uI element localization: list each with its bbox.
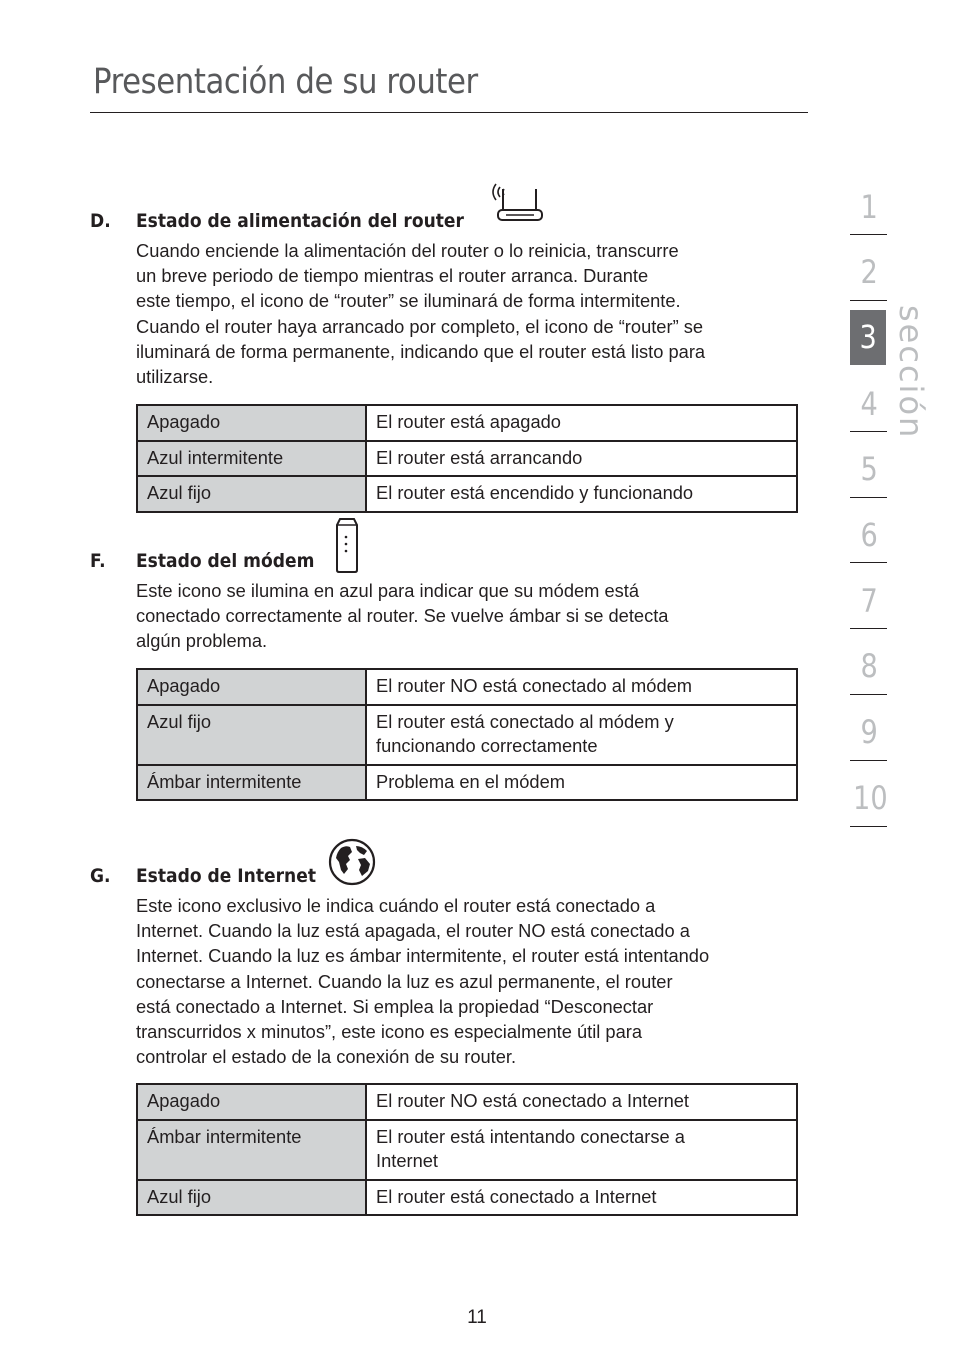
internet-status-table — [136, 1083, 798, 1216]
section-letter: F. — [90, 550, 106, 572]
state-cell: Azul intermitente — [137, 441, 366, 477]
nav-divider — [850, 300, 887, 301]
nav-divider — [850, 431, 887, 432]
table-row — [137, 405, 797, 441]
router-icon — [486, 178, 548, 230]
state-cell: Apagado — [137, 1084, 366, 1120]
description-cell: El router está conectado al módem y funcionando correctamente — [366, 705, 797, 765]
state-cell: Ámbar intermitente — [137, 765, 366, 801]
table-row — [137, 476, 797, 512]
nav-section-7[interactable]: 7 — [860, 582, 878, 620]
section-body — [136, 238, 800, 389]
globe-icon — [328, 838, 376, 886]
body-line: utilizarse. — [136, 366, 214, 388]
nav-section-5[interactable]: 5 — [860, 450, 878, 488]
description-cell: Problema en el módem — [366, 765, 797, 801]
table-row — [137, 1180, 797, 1216]
section-router-power — [90, 210, 800, 389]
section-heading — [90, 210, 800, 238]
title-divider — [90, 112, 808, 113]
description-cell: El router NO está conectado al módem — [366, 669, 797, 705]
body-line: Este icono se ilumina en azul para indicar que su módem está — [136, 580, 640, 601]
nav-section-10[interactable]: 10 — [853, 779, 888, 817]
state-cell: Azul fijo — [137, 1180, 366, 1216]
table-row — [137, 1084, 797, 1120]
body-line: está conectado a Internet. Si emplea la propiedad “Desconectar — [136, 995, 654, 1017]
nav-divider — [850, 562, 887, 563]
nav-section-2[interactable]: 2 — [860, 253, 878, 291]
table-row — [137, 765, 797, 801]
section-heading — [90, 550, 800, 578]
state-cell: Azul fijo — [137, 476, 366, 512]
description-cell: El router está conectado a Internet — [366, 1180, 797, 1216]
nav-divider — [850, 760, 887, 761]
description-cell: El router está encendido y funcionando — [366, 476, 797, 512]
body-line: este tiempo, el icono de “router” se iluminará de forma intermitente. — [136, 290, 681, 312]
body-line: iluminará de forma permanente, indicando que el router está listo para — [136, 340, 706, 362]
section-letter: D. — [90, 210, 111, 232]
table-row — [137, 441, 797, 477]
state-cell: Apagado — [137, 669, 366, 705]
nav-divider — [850, 694, 887, 695]
description-cell: El router está arrancando — [366, 441, 797, 477]
state-cell: Apagado — [137, 405, 366, 441]
section-letter: G. — [90, 865, 111, 887]
body-line: Cuando el router haya arrancado por completo, el icono de “router” se — [136, 315, 704, 337]
section-body — [136, 893, 800, 1069]
nav-section-1[interactable]: 1 — [860, 188, 878, 226]
nav-section-8[interactable]: 8 — [860, 647, 878, 685]
body-line: Cuando enciende la alimentación del router o lo reinicia, transcurre — [136, 240, 679, 261]
nav-divider — [850, 628, 887, 629]
body-line: conectarse a Internet. Cuando la luz es azul permanente, el router — [136, 970, 673, 992]
nav-divider — [850, 497, 887, 498]
section-heading — [90, 865, 800, 893]
table-row — [137, 1120, 797, 1180]
section-internet-status — [90, 865, 800, 1069]
description-cell: El router está apagado — [366, 405, 797, 441]
section-modem-status — [90, 550, 800, 654]
body-line: conectado correctamente al router. Se vuelve ámbar si se detecta — [136, 605, 669, 627]
modem-status-table — [136, 668, 798, 801]
state-cell: Ámbar intermitente — [137, 1120, 366, 1180]
body-line: un breve periodo de tiempo mientras el router arranca. Durante — [136, 265, 649, 287]
section-title: Estado de Internet — [136, 865, 316, 887]
nav-section-6[interactable]: 6 — [860, 516, 878, 554]
router-status-table — [136, 404, 798, 513]
description-cell: El router está intentando conectarse a Internet — [366, 1120, 797, 1180]
section-title: Estado de alimentación del router — [136, 210, 464, 232]
page-title: Presentación de su router — [93, 62, 478, 102]
body-line: transcurridos x minutos”, este icono es especialmente útil para — [136, 1021, 643, 1043]
page-number: 11 — [467, 1307, 487, 1328]
section-title: Estado del módem — [136, 550, 315, 572]
body-line: Internet. Cuando la luz es ámbar intermitente, el router está intentando — [136, 945, 710, 967]
section-body — [136, 578, 800, 654]
nav-section-3-active[interactable]: 3 — [850, 310, 886, 365]
section-label: sección — [892, 305, 930, 440]
body-line: algún problema. — [136, 630, 268, 652]
description-cell: El router NO está conectado a Internet — [366, 1084, 797, 1120]
table-row — [137, 705, 797, 765]
modem-icon — [334, 515, 360, 575]
nav-divider — [850, 234, 887, 235]
nav-section-4[interactable]: 4 — [860, 385, 878, 423]
state-cell: Azul fijo — [137, 705, 366, 765]
body-line: controlar el estado de la conexión de su router. — [136, 1046, 517, 1068]
nav-divider — [850, 826, 887, 827]
body-line: Internet. Cuando la luz está apagada, el router NO está conectado a — [136, 920, 690, 942]
table-row — [137, 669, 797, 705]
body-line: Este icono exclusivo le indica cuándo el router está conectado a — [136, 895, 656, 916]
nav-section-9[interactable]: 9 — [860, 713, 878, 751]
